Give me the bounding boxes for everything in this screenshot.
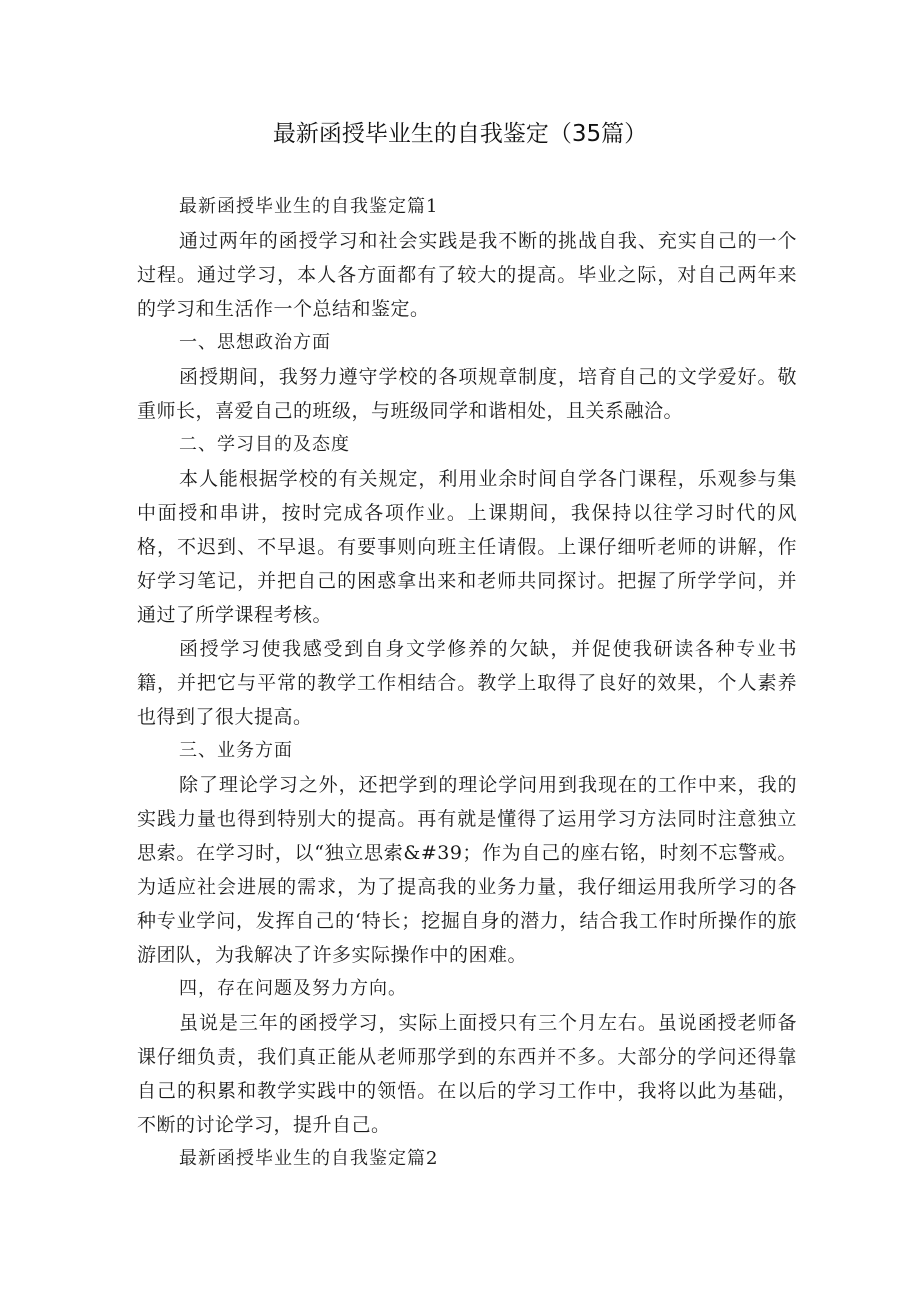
paragraph-problems: 虽说是三年的函授学习，实际上面授只有三个月左右。虽说函授老师备课仔细负责，我们真正能从老师那学到的东西并不多。大部分的学问还得靠自己的积累和教学实践中的领悟。在以后的学习工作中，我将以此为基础，不断的讨论学习，提升自己。 [137, 1012, 797, 1136]
paragraph-study: 本人能根据学校的有关规定，利用业余时间自学各门课程，乐观参与集中面授和串讲，按时完成各项作业。上课期间，我保持以往学习时代的风格，不迟到、不早退。有要事则向班主任请假。上课仔细听老师的讲解，作好学习笔记，并把自己的困惑拿出来和老师共同探讨。把握了所学学问，并通过了所学课程考核。 [137, 468, 797, 626]
document-body [137, 190, 797, 1176]
document-title: 最新函授毕业生的自我鉴定（35篇） [272, 121, 648, 147]
section-heading-politics: 一、思想政治方面 [179, 332, 331, 353]
paragraph-politics: 函授期间，我努力遵守学校的各项规章制度，培育自己的文学爱好。敬重师长，喜爱自己的班级，与班级同学和谐相处，且关系融洽。 [137, 366, 797, 422]
section-heading-study: 二、学习目的及态度 [179, 434, 350, 455]
section-heading-problems: 四，存在问题及努力方向。 [179, 978, 407, 999]
section-heading-2: 最新函授毕业生的自我鉴定篇2 [179, 1148, 439, 1169]
section-heading-1: 最新函授毕业生的自我鉴定篇1 [179, 196, 439, 217]
paragraph-study-effect: 函授学习使我感受到自身文学修养的欠缺，并促使我研读各种专业书籍，并把它与平常的教学工作相结合。教学上取得了良好的效果，个人素养也得到了很大提高。 [137, 638, 797, 728]
paragraph-intro: 通过两年的函授学习和社会实践是我不断的挑战自我、充实自己的一个过程。通过学习，本人各方面都有了较大的提高。毕业之际，对自己两年来的学习和生活作一个总结和鉴定。 [137, 230, 797, 320]
section-heading-business: 三、业务方面 [179, 740, 293, 761]
paragraph-business: 除了理论学习之外，还把学到的理论学问用到我现在的工作中来，我的实践力量也得到特别大的提高。再有就是懂得了运用学习方法同时注意独立思索。在学习时，以“独立思索&#39；作为自己的座右铭，时刻不忘警戒。为适应社会进展的需求，为了提高我的业务力量，我仔细运用我所学习的各种专业学问，发挥自己的‘特长；挖掘自身的潜力，结合我工作时所操作的旅游团队，为我解决了许多实际操作中的困难。 [137, 774, 797, 966]
